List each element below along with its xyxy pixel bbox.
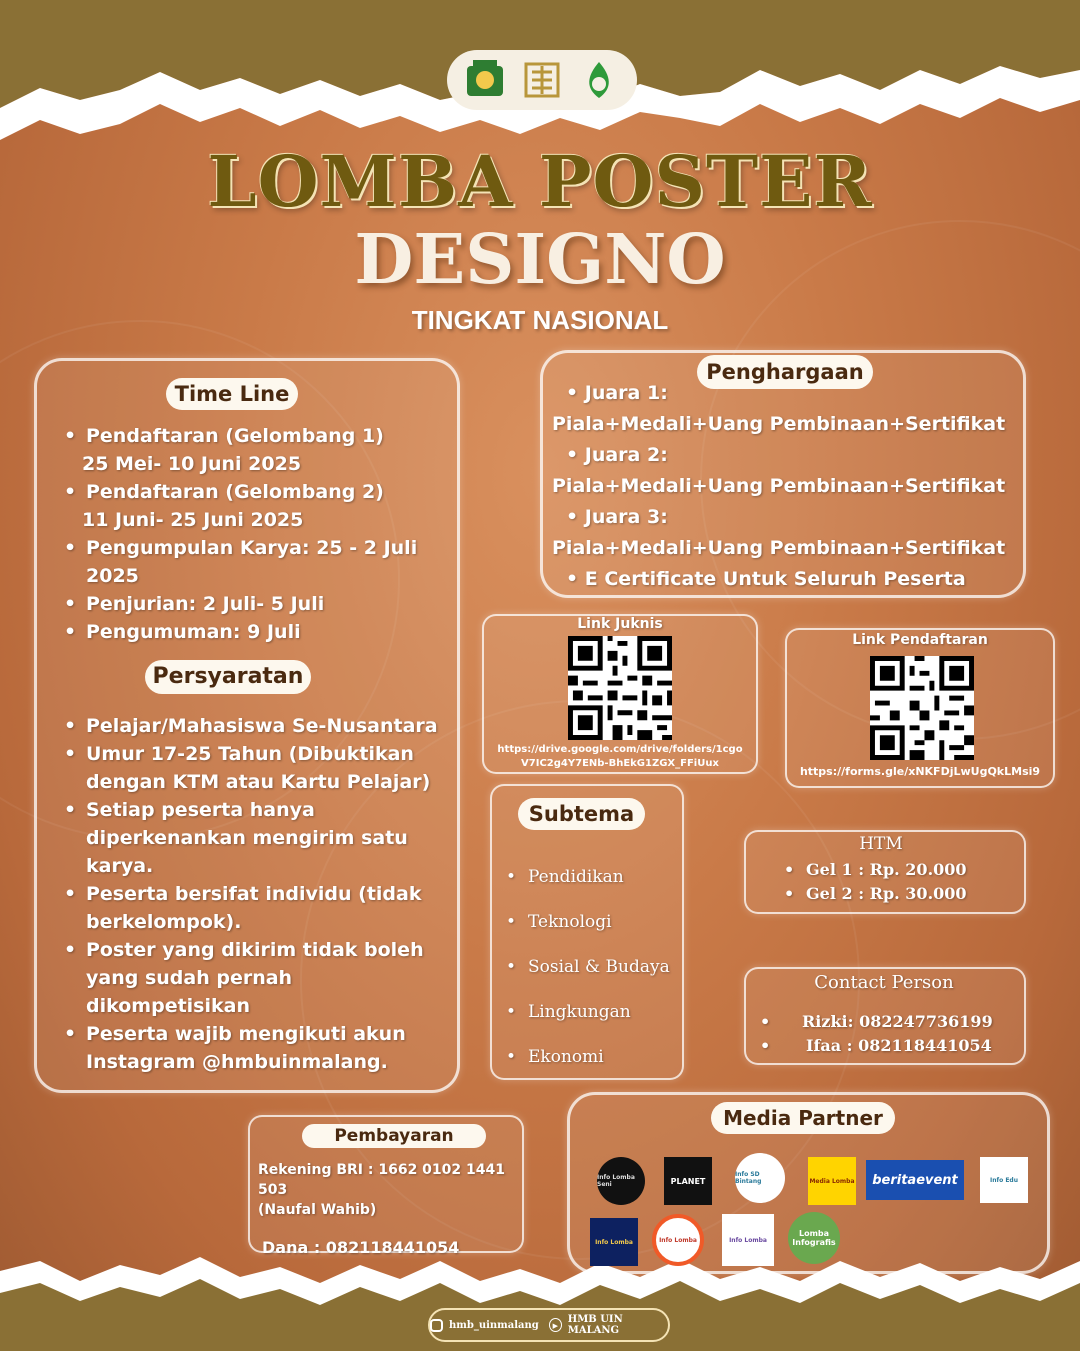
award-prize: Piala+Medali+Uang Pembinaan+Sertifikat xyxy=(552,413,1006,435)
instagram-icon xyxy=(430,1319,443,1332)
juknis-heading: Link Juknis xyxy=(577,616,663,632)
contact-list xyxy=(760,1010,1020,1058)
registration-qr-code[interactable] xyxy=(870,656,974,760)
fee-list xyxy=(784,858,1014,906)
requirement-item: • Pelajar/Mahasiswa Se-Nusantara xyxy=(64,712,448,740)
media-partner-logo: Info Edu xyxy=(980,1157,1028,1203)
media-partner-logo: Media Lomba xyxy=(808,1157,856,1205)
media-partner-logo: Info SD Bintang xyxy=(735,1153,785,1203)
media-partner-logo: Info Lomba Seni xyxy=(597,1157,645,1205)
youtube-link[interactable]: ▶ HMB UIN MALANG xyxy=(549,1314,668,1336)
poster-title-line1: LOMBA POSTER xyxy=(207,140,873,223)
requirement-item: • Setiap peserta hanya diperkenankan mengirim satu karya. xyxy=(64,796,448,880)
media-partner-logo: Info Lomba xyxy=(652,1214,704,1266)
contact-heading: Contact Person xyxy=(814,972,954,993)
fee-item: • Gel 2 : Rp. 30.000 xyxy=(784,882,1014,906)
awards-heading: Penghargaan xyxy=(697,355,873,389)
hmb-logo xyxy=(576,57,622,103)
registration-heading: Link Pendaftaran xyxy=(852,632,988,648)
timeline-item: • Pengumuman: 9 Juli xyxy=(64,618,454,646)
payment-account: Rekening BRI : 1662 0102 1441 503 xyxy=(258,1162,505,1198)
poster-title-line2: DESIGNO xyxy=(354,220,726,300)
contact-item[interactable]: • Rizki: 082247736199 xyxy=(760,1010,1020,1034)
play-icon: ▶ xyxy=(549,1318,562,1332)
media-partner-logo: PLANET xyxy=(664,1157,712,1205)
timeline-item-date: 25 Mei- 10 Juni 2025 xyxy=(82,453,302,475)
subtheme-item: • Ekonomi xyxy=(506,1035,686,1080)
registration-url[interactable]: https://forms.gle/xNKFDjLwUgQkLMsi9 xyxy=(799,765,1041,778)
award-rank: • Juara 1: xyxy=(566,382,668,404)
award-rank: • Juara 3: xyxy=(566,506,668,528)
award-prize: Piala+Medali+Uang Pembinaan+Sertifikat xyxy=(552,537,1006,559)
subtheme-list xyxy=(506,855,686,1080)
fee-heading: HTM xyxy=(859,834,903,854)
timeline-list xyxy=(64,422,454,646)
awards-content xyxy=(552,378,1022,595)
payment-heading: Pembayaran xyxy=(302,1124,486,1148)
subtheme-heading: Subtema xyxy=(518,798,645,830)
university-logo xyxy=(462,57,508,103)
contact-item[interactable]: • Ifaa : 082118441054 xyxy=(760,1034,1020,1058)
requirements-heading: Persyaratan xyxy=(145,660,311,694)
organization-logo xyxy=(519,57,565,103)
subtheme-item: • Teknologi xyxy=(506,900,686,945)
footer-social-bar xyxy=(428,1308,670,1342)
media-partner-logo: beritaevent xyxy=(866,1160,964,1200)
fee-item: • Gel 1 : Rp. 20.000 xyxy=(784,858,1014,882)
requirement-item: • Peserta wajib mengikuti akun Instagram @hmbuinmalang. xyxy=(64,1020,448,1076)
subtheme-item: • Lingkungan xyxy=(506,990,686,1035)
requirement-item: • Poster yang dikirim tidak boleh yang sudah pernah dikompetisikan xyxy=(64,936,448,1020)
media-partner-logo: Info Lomba xyxy=(722,1214,774,1266)
poster-subtitle: TINGKAT NASIONAL xyxy=(411,305,669,335)
media-partner-logo: Lomba Infografis xyxy=(788,1212,840,1264)
timeline-heading: Time Line xyxy=(166,378,298,410)
payment-account-name: (Naufal Wahib) xyxy=(258,1202,377,1218)
timeline-item: • Pendaftaran (Gelombang 1) xyxy=(64,422,454,450)
instagram-link[interactable]: hmb_uinmalang xyxy=(430,1319,539,1332)
timeline-item: • Pengumpulan Karya: 25 - 2 Juli xyxy=(64,534,454,562)
requirements-list xyxy=(64,712,448,1076)
media-partner-logo: Info Lomba xyxy=(590,1218,638,1266)
juknis-qr-code[interactable] xyxy=(568,636,672,740)
subtheme-item: • Pendidikan xyxy=(506,855,686,900)
subtheme-item: • Sosial & Budaya xyxy=(506,945,686,990)
award-prize: Piala+Medali+Uang Pembinaan+Sertifikat xyxy=(552,475,1006,497)
timeline-item: • Pendaftaran (Gelombang 2) xyxy=(64,478,454,506)
award-all-participants: • E Certificate Untuk Seluruh Peserta xyxy=(566,568,966,590)
award-rank: • Juara 2: xyxy=(566,444,668,466)
timeline-item: • Penjurian: 2 Juli- 5 Juli xyxy=(64,590,454,618)
media-partner-heading: Media Partner xyxy=(711,1102,895,1134)
requirement-item: • Peserta bersifat individu (tidak berkelompok). xyxy=(64,880,448,936)
payment-dana: Dana : 082118441054 xyxy=(262,1238,460,1257)
payment-details xyxy=(258,1160,520,1258)
juknis-url[interactable]: https://drive.google.com/drive/folders/1cgo V7IC2g4Y7ENb-BhEkG1ZGX_FFiUux xyxy=(497,744,743,769)
timeline-item-date: 11 Juni- 25 Juni 2025 xyxy=(82,509,304,531)
timeline-item-date: 2025 xyxy=(86,565,139,587)
requirement-item: • Umur 17-25 Tahun (Dibuktikan dengan KTM atau Kartu Pelajar) xyxy=(64,740,448,796)
logo-bar xyxy=(447,50,637,110)
